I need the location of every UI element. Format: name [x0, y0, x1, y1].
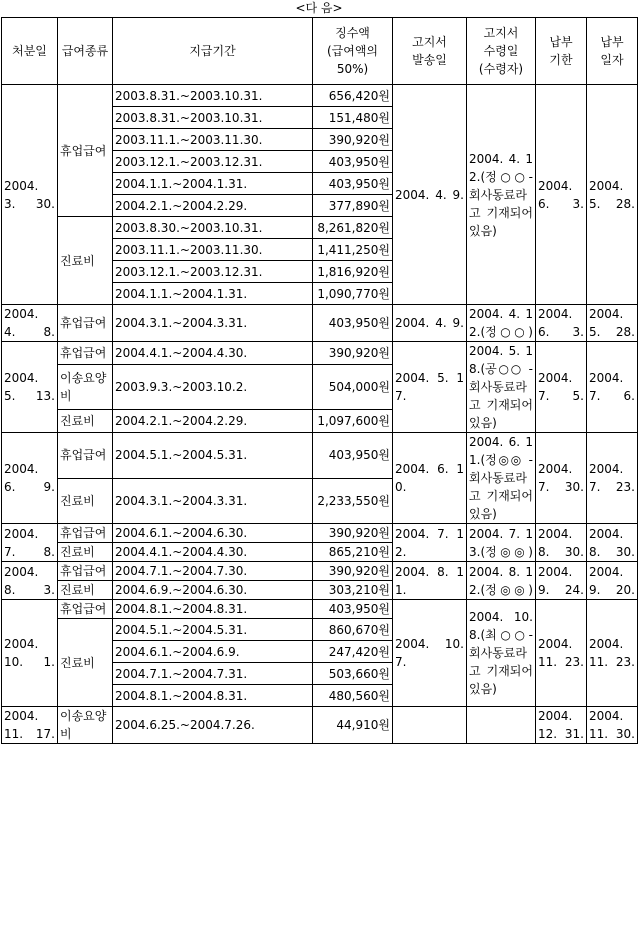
payment-period: 2004.4.1.~2004.4.30.: [113, 543, 313, 562]
table-row: [2, 600, 638, 619]
payment-period: 2004.1.1.~2004.1.31.: [113, 173, 313, 195]
disposition-date: 2004. 8. 3.: [2, 562, 58, 600]
collection-amount: 390,920원: [313, 129, 393, 151]
notice-sent-date: [393, 707, 467, 744]
collection-amount: 860,670원: [313, 619, 393, 641]
payment-date: 2004. 9. 20.: [587, 562, 638, 600]
header-date: 처분일: [2, 18, 58, 85]
collection-amount: 403,950원: [313, 173, 393, 195]
collection-amount: 390,920원: [313, 342, 393, 365]
notice-received-date: 2004. 4. 12.(정○○): [467, 305, 536, 342]
benefit-type: 휴업급여: [58, 433, 113, 479]
collection-amount: 303,210원: [313, 581, 393, 600]
header-row: [2, 18, 638, 85]
payment-period: 2003.12.1.~2003.12.31.: [113, 261, 313, 283]
payment-period: 2004.8.1.~2004.8.31.: [113, 600, 313, 619]
benefit-type: 진료비: [58, 478, 113, 524]
payment-period: 2004.2.1.~2004.2.29.: [113, 409, 313, 432]
payment-period: 2003.11.1.~2003.11.30.: [113, 239, 313, 261]
header-period: 지급기간: [113, 18, 313, 85]
collection-amount: 1,090,770원: [313, 283, 393, 305]
notice-sent-date: 2004. 5. 17.: [393, 342, 467, 433]
notice-sent-date: 2004. 10. 7.: [393, 600, 467, 707]
table-row: [2, 305, 638, 342]
collection-amount: 403,950원: [313, 305, 393, 342]
header-amount: 징수액 (급여액의 50%): [313, 18, 393, 85]
disposition-date: 2004. 10. 1.: [2, 600, 58, 707]
table-row: [2, 85, 638, 107]
benefit-type: 이송요양비: [58, 707, 113, 744]
payment-period: 2004.2.1.~2004.2.29.: [113, 195, 313, 217]
collection-amount: 656,420원: [313, 85, 393, 107]
collection-amount: 503,660원: [313, 663, 393, 685]
disposition-date: 2004. 11. 17.: [2, 707, 58, 744]
header-sent: 고지서 발송일: [393, 18, 467, 85]
list-heading: <다 음>: [295, 1, 343, 15]
payment-deadline: 2004. 7. 5.: [536, 342, 587, 433]
payment-date: 2004. 7. 23.: [587, 433, 638, 524]
payment-deadline: 2004. 8. 30.: [536, 524, 587, 562]
table-row: [2, 524, 638, 543]
collection-amount: 2,233,550원: [313, 478, 393, 524]
benefit-type: 진료비: [58, 581, 113, 600]
collection-amount: 1,097,600원: [313, 409, 393, 432]
notice-received-date: 2004. 7. 13.(정◎◎): [467, 524, 536, 562]
disposition-date: 2004. 7. 8.: [2, 524, 58, 562]
payment-deadline: 2004. 11. 23.: [536, 600, 587, 707]
payment-period: 2004.8.1.~2004.8.31.: [113, 685, 313, 707]
payment-period: 2003.8.30.~2003.10.31.: [113, 217, 313, 239]
benefit-type: 진료비: [58, 409, 113, 432]
collection-amount: 504,000원: [313, 365, 393, 410]
collection-amount: 247,420원: [313, 641, 393, 663]
header-deadline: 납부 기한: [536, 18, 587, 85]
collection-amount: 403,950원: [313, 151, 393, 173]
notice-sent-date: 2004. 4. 9.: [393, 85, 467, 305]
collection-amount: 8,261,820원: [313, 217, 393, 239]
payment-date: 2004. 5. 28.: [587, 305, 638, 342]
payment-date: 2004. 7. 6.: [587, 342, 638, 433]
header-received: 고지서 수령일 (수령자): [467, 18, 536, 85]
notice-received-date: 2004. 6. 11.(정◎◎ -회사동료라고 기재되어 있음): [467, 433, 536, 524]
collection-amount: 390,920원: [313, 524, 393, 543]
benefit-type: 휴업급여: [58, 524, 113, 543]
benefit-type: 휴업급여: [58, 600, 113, 619]
table-row: [2, 562, 638, 581]
table-row: [2, 433, 638, 479]
payment-period: 2004.6.1.~2004.6.30.: [113, 524, 313, 543]
payment-period: 2004.5.1.~2004.5.31.: [113, 619, 313, 641]
notice-sent-date: 2004. 7. 12.: [393, 524, 467, 562]
collection-amount: 390,920원: [313, 562, 393, 581]
collection-amount: 403,950원: [313, 600, 393, 619]
collection-amount: 480,560원: [313, 685, 393, 707]
payment-period: 2004.7.1.~2004.7.31.: [113, 663, 313, 685]
payment-period: 2003.8.31.~2003.10.31.: [113, 85, 313, 107]
notice-sent-date: 2004. 4. 9.: [393, 305, 467, 342]
benefit-type: 이송요양비: [58, 365, 113, 410]
collection-amount: 1,411,250원: [313, 239, 393, 261]
payment-period: 2003.8.31.~2003.10.31.: [113, 107, 313, 129]
payment-deadline: 2004. 9. 24.: [536, 562, 587, 600]
collection-amount: 865,210원: [313, 543, 393, 562]
payment-period: 2003.12.1.~2003.12.31.: [113, 151, 313, 173]
payment-period: 2004.4.1.~2004.4.30.: [113, 342, 313, 365]
payment-period: 2003.11.1.~2003.11.30.: [113, 129, 313, 151]
notice-received-date: 2004. 5. 18.(공○○ -회사동료라고 기재되어 있음): [467, 342, 536, 433]
table-row: [2, 342, 638, 365]
payment-deadline: 2004. 7. 30.: [536, 433, 587, 524]
payment-deadline: 2004. 12. 31.: [536, 707, 587, 744]
benefit-type: 휴업급여: [58, 85, 113, 217]
header-type: 급여종류: [58, 18, 113, 85]
payment-period: 2004.1.1.~2004.1.31.: [113, 283, 313, 305]
payment-period: 2004.3.1.~2004.3.31.: [113, 478, 313, 524]
collection-amount: 151,480원: [313, 107, 393, 129]
notice-received-date: [467, 707, 536, 744]
notice-received-date: 2004. 10. 8.(최○○- 회사동료라고 기재되어 있음): [467, 600, 536, 707]
collection-amount: 44,910원: [313, 707, 393, 744]
payment-date: 2004. 5. 28.: [587, 85, 638, 305]
payment-period: 2004.3.1.~2004.3.31.: [113, 305, 313, 342]
notice-sent-date: 2004. 6. 10.: [393, 433, 467, 524]
disposition-date: 2004. 6. 9.: [2, 433, 58, 524]
payment-period: 2004.5.1.~2004.5.31.: [113, 433, 313, 479]
benefit-type: 휴업급여: [58, 305, 113, 342]
benefit-type: 진료비: [58, 543, 113, 562]
table-body: [2, 18, 638, 744]
payment-period: 2004.6.1.~2004.6.9.: [113, 641, 313, 663]
header-paid: 납부 일자: [587, 18, 638, 85]
payment-period: 2004.7.1.~2004.7.30.: [113, 562, 313, 581]
benefit-type: 진료비: [58, 217, 113, 305]
notice-sent-date: 2004. 8. 11.: [393, 562, 467, 600]
payment-table: [1, 17, 638, 744]
payment-deadline: 2004. 6. 3.: [536, 305, 587, 342]
collection-amount: 1,816,920원: [313, 261, 393, 283]
notice-received-date: 2004. 4. 12.(정○○- 회사동료라고 기재되어 있음): [467, 85, 536, 305]
notice-received-date: 2004. 8. 12.(정◎◎): [467, 562, 536, 600]
benefit-type: 휴업급여: [58, 562, 113, 581]
payment-period: 2004.6.9.~2004.6.30.: [113, 581, 313, 600]
table-row: [2, 707, 638, 744]
disposition-date: 2004. 5. 13.: [2, 342, 58, 433]
payment-period: 2003.9.3.~2003.10.2.: [113, 365, 313, 410]
disposition-date: 2004. 4. 8.: [2, 305, 58, 342]
payment-date: 2004. 11. 30.: [587, 707, 638, 744]
benefit-type: 진료비: [58, 619, 113, 707]
payment-deadline: 2004. 6. 3.: [536, 85, 587, 305]
payment-period: 2004.6.25.~2004.7.26.: [113, 707, 313, 744]
collection-amount: 377,890원: [313, 195, 393, 217]
collection-amount: 403,950원: [313, 433, 393, 479]
payment-date: 2004. 8. 30.: [587, 524, 638, 562]
payment-date: 2004. 11. 23.: [587, 600, 638, 707]
disposition-date: 2004. 3. 30.: [2, 85, 58, 305]
benefit-type: 휴업급여: [58, 342, 113, 365]
